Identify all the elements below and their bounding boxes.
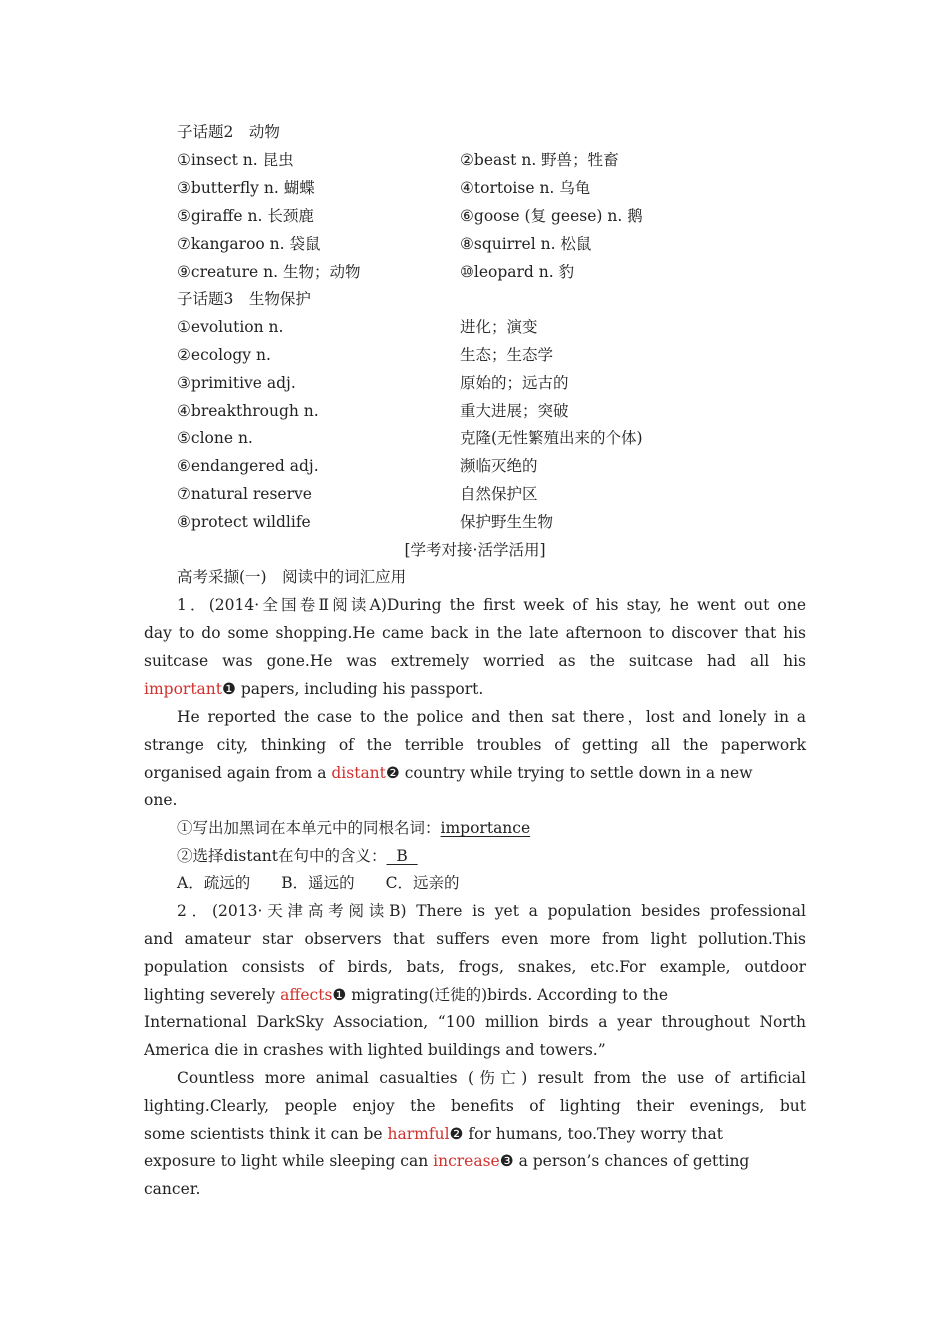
topic2-heading: 子话题2 动物 [177,123,280,141]
note-marker: ❷ [385,764,400,782]
q1-line: day to do some shopping.He came back in the late afternoon to discover that his [144,624,806,642]
q1-line [144,679,483,699]
q1-line-rest: papers, including his passport. [235,680,484,698]
topic3-word: ⑥endangered adj. [177,457,319,475]
topic2-item: ⑦kangaroo n. 袋鼠 [177,235,321,253]
topic2-item: ⑨creature n. 生物；动物 [177,263,361,281]
q2-para2-text: exposure to light while sleeping can [144,1152,434,1170]
topic3-word: ③primitive adj. [177,374,296,392]
q1-para2-line: He reported the case to the police and then sat there，lost and lonely in a [177,708,806,726]
topic2-item: ⑤giraffe n. 长颈鹿 [177,207,314,225]
q1-options: A．疏远的 B．遥远的 C．远亲的 [177,874,460,892]
note-marker: ❷ [449,1125,464,1143]
topic2-item: ⑥goose (复 geese) n. 鹅 [460,207,643,225]
q2-line: and amateur star observers that suffers even more from light pollution.This [144,930,806,948]
highlight-word-affects: affects [280,986,333,1004]
q2-para2-line: cancer. [144,1180,201,1198]
q1-task2 [177,846,418,866]
task2-answer: B [386,847,418,865]
q1-task1 [177,818,530,838]
q2-para2-line [144,1124,806,1144]
topic3-word: ④breakthrough n. [177,402,319,420]
topic2-item: ①insect n. 昆虫 [177,151,294,169]
topic3-meaning: 原始的；远古的 [460,374,569,392]
q1-para2-line: one. [144,791,178,809]
topic3-word: ⑦natural reserve [177,485,312,503]
topic3-word: ⑤clone n. [177,429,253,447]
q2-para2-text: for humans, too.They worry that [463,1125,723,1143]
topic2-item: ④tortoise n. 乌龟 [460,179,591,197]
note-marker: ❶ [332,986,347,1004]
topic3-word: ①evolution n. [177,318,284,336]
q1-line: suitcase was gone.He was extremely worried as the suitcase had all his [144,652,806,670]
task1-prompt: ①写出加黑词在本单元中的同根名词： [177,819,441,837]
highlight-word-harmful: harmful [387,1125,450,1143]
highlight-word-distant: distant [331,764,386,782]
q2-line: America die in crashes with lighted buildings and towers.” [144,1041,606,1059]
task1-answer: importance [440,819,531,837]
q2-text: lighting severely [144,986,281,1004]
highlight-word-important: important [144,680,222,698]
topic3-word: ⑧protect wildlife [177,513,311,531]
q2-line: International DarkSky Association, “100 million birds a year throughout North [144,1013,806,1031]
topic2-item: ②beast n. 野兽；牲畜 [460,151,619,169]
q2-para2-line: Countless more animal casualties (伤亡) result from the use of artificial [177,1069,806,1087]
section-title: [学考对接·活学活用] [404,541,546,559]
q1-para2-text: country while trying to settle down in a new [399,764,753,782]
topic3-meaning: 克隆(无性繁殖出来的个体) [460,429,643,447]
topic3-meaning: 重大进展；突破 [460,402,569,420]
q1-para2-line [144,763,806,783]
topic3-meaning: 自然保护区 [460,485,538,503]
topic3-meaning: 生态；生态学 [460,346,554,364]
q1-line: 1．(2014·全国卷Ⅱ阅读A)During the first week of his stay, he went out one [177,596,806,614]
q1-para2-line: strange city, thinking of the terrible troubles of getting all the paperwork [144,736,806,754]
q2-line: 2．(2013·天津高考阅读B) There is yet a population besides professional [177,902,806,920]
q2-line: population consists of birds, bats, frogs, snakes, etc.For example, outdoor [144,958,806,976]
topic2-item: ⑧squirrel n. 松鼠 [460,235,592,253]
topic3-meaning: 保护野生生物 [460,513,554,531]
q2-line [144,985,806,1005]
q1-para2-text: organised again from a [144,764,332,782]
topic3-heading: 子话题3 生物保护 [177,290,311,308]
topic2-item: ③butterfly n. 蝴蝶 [177,179,315,197]
note-marker: ❶ [222,680,236,698]
task2-prompt: ②选择distant在句中的含义： [177,847,387,865]
highlight-word-increase: increase [433,1152,500,1170]
q2-para2-line [144,1151,806,1171]
topic3-word: ②ecology n. [177,346,271,364]
q2-text: migrating(迁徙的)birds. According to the [346,986,669,1004]
topic3-meaning: 进化；演变 [460,318,538,336]
q2-para2-text: some scientists think it can be [144,1125,388,1143]
topic3-meaning: 濒临灭绝的 [460,457,538,475]
section-subtitle: 高考采撷(一) 阅读中的词汇应用 [177,568,407,586]
note-marker: ❸ [499,1152,514,1170]
q2-para2-text: a person’s chances of getting [513,1152,750,1170]
q2-para2-line: lighting.Clearly, people enjoy the benefits of lighting their evenings, but [144,1097,806,1115]
topic2-item: ⑩leopard n. 豹 [460,263,575,281]
